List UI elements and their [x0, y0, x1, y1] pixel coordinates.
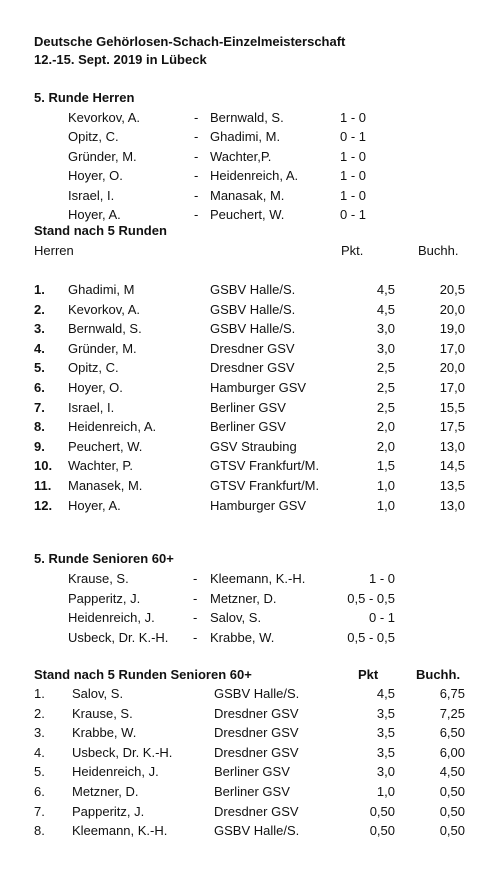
club-cell: Berliner GSV: [214, 784, 290, 799]
rank-cell: 6.: [34, 784, 45, 799]
document-title: Deutsche Gehörlosen-Schach-Einzelmeisterschaft: [34, 34, 346, 49]
player-name-cell: Bernwald, S.: [68, 321, 142, 337]
rank-cell: 1.: [34, 686, 45, 701]
player-name-cell: Hoyer, O.: [68, 380, 123, 395]
buchholz-cell: 20,0: [439, 360, 465, 376]
points-cell: 1,0: [376, 497, 395, 513]
player-name-cell: Papperitz, J.: [72, 803, 145, 819]
pairing-white-player: Usbeck, Dr. K.-H.: [68, 629, 169, 645]
buchholz-cell: 17,5: [439, 419, 465, 435]
senioren-standings-heading: Stand nach 5 Runden Senioren 60+: [34, 667, 252, 682]
pairing-separator: -: [194, 207, 199, 222]
buchholz-cell: 6,50: [439, 725, 465, 741]
rank-cell: 5.: [34, 360, 45, 376]
points-cell: 2,0: [376, 419, 395, 435]
pairing-black-player: Ghadimi, M.: [210, 129, 281, 145]
points-cell: 4,5: [376, 301, 395, 317]
rank-cell: 1.: [34, 282, 45, 297]
pairing-white-player: Opitz, C.: [68, 129, 119, 145]
pairing-separator: -: [194, 168, 199, 184]
buchholz-cell: 4,50: [439, 764, 465, 780]
herren-group-label: Herren: [34, 243, 74, 258]
pairing-result: 1 - 0: [340, 168, 367, 184]
pairing-result: 1 - 0: [340, 110, 367, 125]
points-cell: 2,5: [376, 360, 395, 376]
club-cell: Dresdner GSV: [214, 705, 299, 721]
points-cell: 2,5: [376, 399, 395, 415]
rank-cell: 5.: [34, 764, 45, 780]
player-name-cell: Manasek, M.: [68, 478, 143, 493]
rank-cell: 8.: [34, 823, 45, 839]
club-cell: Hamburger GSV: [210, 380, 307, 395]
pairing-black-player: Bernwald, S.: [210, 110, 284, 125]
buchholz-cell: 6,00: [439, 744, 465, 760]
rank-cell: 3.: [34, 321, 45, 337]
player-name-cell: Krause, S.: [72, 705, 133, 721]
pairing-black-player: Manasak, M.: [210, 187, 285, 203]
club-cell: GSV Straubing: [210, 438, 297, 454]
club-cell: GTSV Frankfurt/M.: [210, 478, 320, 493]
pairing-white-player: Hoyer, O.: [68, 168, 123, 184]
herren-standings-heading: Stand nach 5 Runden: [34, 223, 167, 238]
buchholz-cell: 17,0: [439, 340, 465, 356]
rank-cell: 6.: [34, 380, 45, 395]
buchholz-cell: 0,50: [439, 823, 465, 839]
rank-cell: 7.: [34, 803, 45, 819]
pairing-black-player: Kleemann, K.-H.: [210, 571, 306, 586]
pairing-result: 0 - 1: [368, 610, 395, 625]
points-cell: 3,0: [376, 340, 395, 356]
pairing-black-player: Salov, S.: [210, 610, 262, 625]
player-name-cell: Wachter, P.: [68, 458, 134, 474]
player-name-cell: Peuchert, W.: [68, 438, 143, 454]
buchholz-cell: 6,75: [439, 686, 465, 701]
player-name-cell: Kevorkov, A.: [68, 301, 141, 317]
buchholz-cell: 20,5: [439, 282, 465, 297]
player-name-cell: Salov, S.: [72, 686, 124, 701]
club-cell: GSBV Halle/S.: [210, 321, 296, 337]
rank-cell: 12.: [34, 497, 53, 513]
buchholz-cell: 7,25: [439, 705, 465, 721]
club-cell: GSBV Halle/S.: [214, 686, 300, 701]
pairing-white-player: Kevorkov, A.: [68, 110, 141, 125]
club-cell: Dresdner GSV: [214, 803, 299, 819]
player-name-cell: Krabbe, W.: [72, 725, 137, 741]
rank-cell: 7.: [34, 399, 45, 415]
senioren-col-pkt: Pkt: [358, 667, 379, 682]
points-cell: 3,0: [376, 321, 395, 337]
points-cell: 3,5: [376, 725, 395, 741]
player-name-cell: Hoyer, A.: [68, 497, 121, 513]
pairing-white-player: Gründer, M.: [68, 148, 137, 164]
club-cell: GTSV Frankfurt/M.: [210, 458, 320, 474]
herren-col-buchh: Buchh.: [418, 243, 459, 258]
buchholz-cell: 20,0: [439, 301, 465, 317]
points-cell: 3,5: [376, 744, 395, 760]
buchholz-cell: 17,0: [439, 380, 465, 395]
pairing-black-player: Peuchert, W.: [210, 207, 285, 222]
pairing-black-player: Metzner, D.: [210, 590, 277, 606]
player-name-cell: Israel, I.: [68, 399, 115, 415]
pairing-result: 0 - 1: [340, 207, 367, 222]
buchholz-cell: 0,50: [439, 803, 465, 819]
pairing-result: 0 - 1: [340, 129, 367, 145]
buchholz-cell: 13,0: [439, 497, 465, 513]
club-cell: Dresdner GSV: [214, 744, 299, 760]
club-cell: GSBV Halle/S.: [210, 301, 296, 317]
rank-cell: 9.: [34, 438, 45, 454]
rank-cell: 10.: [34, 458, 53, 474]
club-cell: Berliner GSV: [214, 764, 290, 780]
herren-col-pkt: Pkt.: [341, 243, 364, 258]
pairing-separator: -: [193, 610, 198, 625]
player-name-cell: Kleemann, K.-H.: [72, 823, 168, 839]
points-cell: 0,50: [369, 823, 395, 839]
points-cell: 3,0: [376, 764, 395, 780]
player-name-cell: Usbeck, Dr. K.-H.: [72, 744, 173, 760]
rank-cell: 2.: [34, 705, 45, 721]
pairing-separator: -: [194, 129, 199, 145]
pairing-result: 1 - 0: [340, 148, 367, 164]
player-name-cell: Gründer, M.: [68, 340, 137, 356]
pairing-black-player: Wachter,P.: [210, 148, 272, 164]
senioren-col-buchh: Buchh.: [416, 667, 461, 682]
buchholz-cell: 0,50: [439, 784, 465, 799]
points-cell: 2,5: [376, 380, 395, 395]
herren-round-heading: 5. Runde Herren: [34, 90, 135, 105]
club-cell: Dresdner GSV: [210, 340, 295, 356]
rank-cell: 3.: [34, 725, 45, 741]
pairing-result: 1 - 0: [340, 187, 367, 203]
rank-cell: 2.: [34, 301, 45, 317]
points-cell: 1,0: [376, 784, 395, 799]
player-name-cell: Ghadimi, M: [68, 282, 135, 297]
pairing-separator: -: [194, 110, 199, 125]
rank-cell: 8.: [34, 419, 45, 435]
club-cell: Berliner GSV: [210, 399, 286, 415]
pairing-white-player: Krause, S.: [68, 571, 129, 586]
points-cell: 0,50: [369, 803, 395, 819]
buchholz-cell: 19,0: [439, 321, 465, 337]
buchholz-cell: 14,5: [439, 458, 465, 474]
rank-cell: 4.: [34, 744, 45, 760]
buchholz-cell: 13,0: [439, 438, 465, 454]
pairing-white-player: Heidenreich, J.: [68, 610, 155, 625]
player-name-cell: Metzner, D.: [72, 784, 139, 799]
player-name-cell: Heidenreich, J.: [72, 764, 159, 780]
club-cell: Hamburger GSV: [210, 497, 307, 513]
pairing-result: 0,5 - 0,5: [347, 590, 395, 606]
pairing-separator: -: [193, 571, 198, 586]
club-cell: GSBV Halle/S.: [210, 282, 296, 297]
pairing-separator: -: [194, 148, 199, 164]
pairing-separator: -: [193, 629, 198, 645]
points-cell: 1,5: [376, 458, 395, 474]
club-cell: Dresdner GSV: [214, 725, 299, 741]
player-name-cell: Heidenreich, A.: [68, 419, 157, 435]
pairing-white-player: Papperitz, J.: [68, 590, 141, 606]
points-cell: 2,0: [376, 438, 395, 454]
points-cell: 3,5: [376, 705, 395, 721]
senioren-round-heading: 5. Runde Senioren 60+: [34, 551, 174, 566]
pairing-white-player: Israel, I.: [68, 187, 115, 203]
club-cell: Berliner GSV: [210, 419, 286, 435]
pairing-separator: -: [194, 187, 199, 203]
pairing-black-player: Heidenreich, A.: [210, 168, 299, 184]
points-cell: 1,0: [376, 478, 395, 493]
points-cell: 4,5: [376, 282, 395, 297]
pairing-black-player: Krabbe, W.: [210, 629, 275, 645]
pairing-result: 0,5 - 0,5: [347, 629, 395, 645]
club-cell: GSBV Halle/S.: [214, 823, 300, 839]
buchholz-cell: 13,5: [439, 478, 465, 493]
player-name-cell: Opitz, C.: [68, 360, 119, 376]
buchholz-cell: 15,5: [439, 399, 465, 415]
club-cell: Dresdner GSV: [210, 360, 295, 376]
rank-cell: 4.: [34, 340, 45, 356]
document-subtitle: 12.-15. Sept. 2019 in Lübeck: [34, 52, 207, 67]
pairing-result: 1 - 0: [368, 571, 395, 586]
points-cell: 4,5: [376, 686, 395, 701]
pairing-separator: -: [193, 590, 198, 606]
pairing-white-player: Hoyer, A.: [68, 207, 121, 222]
rank-cell: 11.: [34, 478, 52, 493]
